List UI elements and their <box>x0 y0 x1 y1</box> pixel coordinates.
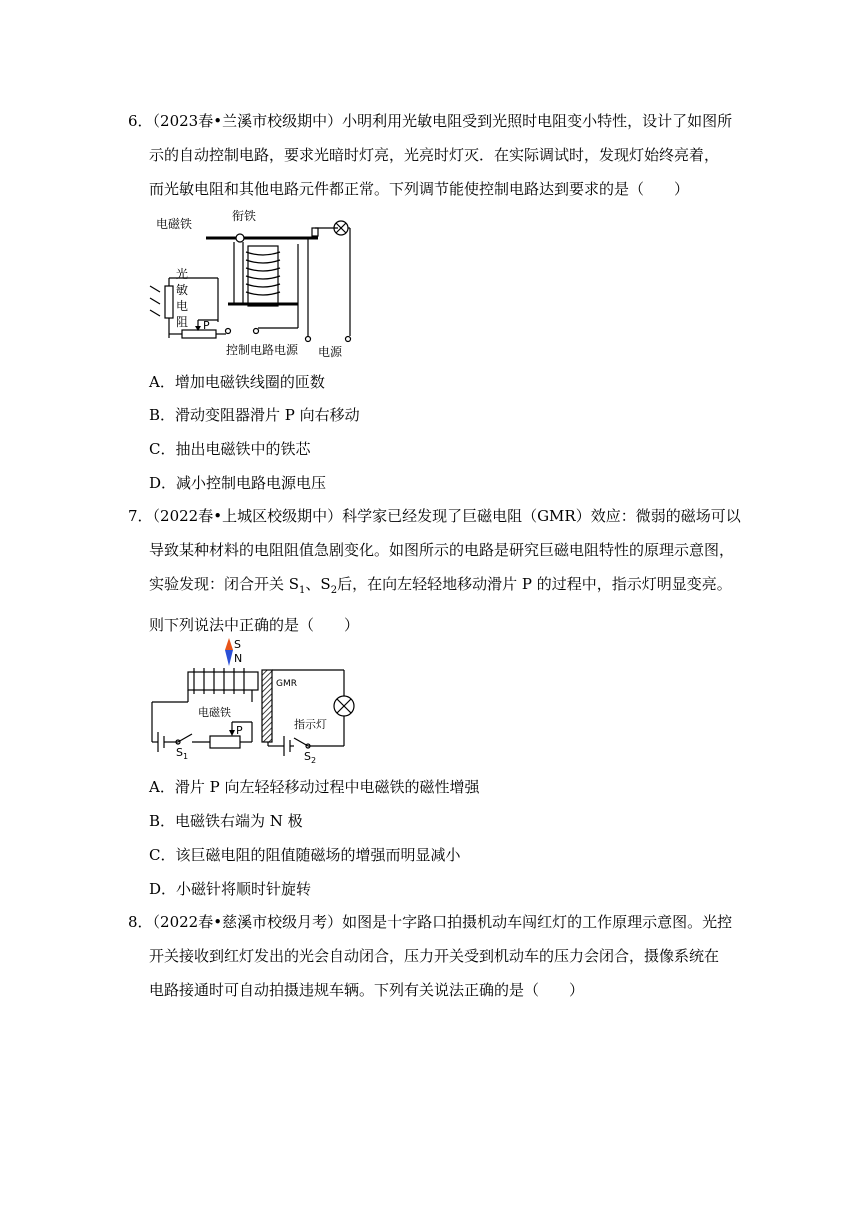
label-s: S <box>234 638 241 651</box>
q6-option-a: A．增加电磁铁线圈的匝数 <box>149 373 325 391</box>
q6-option-d: D．减小控制电路电源电压 <box>149 474 327 492</box>
label-n: N <box>234 652 243 665</box>
q7-option-d: D．小磁针将顺时针旋转 <box>149 880 312 898</box>
question-8 <box>128 905 733 1007</box>
question-7-line-3: 实验发现：闭合开关 $S_1$、$S_2$后，在向左轻轻地移动滑片 P 的过程中，指示灯明显变亮。 <box>149 575 732 596</box>
label-ldr-3: 电 <box>176 299 189 313</box>
label-slider-p: P <box>236 724 243 737</box>
label-control-source: 控制电路电源 <box>226 343 299 357</box>
label-gmr: GMR <box>276 679 297 689</box>
question-7-figure <box>148 636 373 768</box>
label-s2: $S_2$ <box>304 750 317 765</box>
q6-option-c: C．抽出电磁铁中的铁芯 <box>149 440 311 458</box>
label-armature: 衔铁 <box>232 209 257 223</box>
q7-option-a: A．滑片 P 向左轻轻移动过程中电磁铁的磁性增强 <box>149 778 480 796</box>
question-8-line-2: 开关接收到红灯发出的光会自动闭合，压力开关受到机动车的压力会闭合，摄像系统在 <box>149 947 720 965</box>
question-7 <box>128 499 741 642</box>
label-s1: $S_1$ <box>176 746 189 761</box>
label-indicator-lamp: 指示灯 <box>294 718 327 731</box>
compass-needle-south <box>225 638 233 650</box>
label-electromagnet: 电磁铁 <box>156 217 193 231</box>
label-ldr-2: 敏 <box>176 283 189 297</box>
label-ldr-1: 光 <box>176 267 189 281</box>
question-6-line-3: 而光敏电阻和其他电路元件都正常。下列调节能使控制电路达到要求的是（ ） <box>149 180 690 198</box>
question-6-line-1: 6．（2023春•兰溪市校级期中）小明利用光敏电阻受到光照时电阻变小特性，设计了如图所 <box>128 112 733 130</box>
q7-option-b: B．电磁铁右端为 N 极 <box>149 812 303 830</box>
label-ldr-4: 阻 <box>176 315 189 329</box>
label-slider-p: P <box>203 319 210 332</box>
question-6 <box>128 104 733 206</box>
question-8-line-3: 电路接通时可自动拍摄违规车辆。下列有关说法正确的是（ ） <box>149 981 585 999</box>
question-6-line-2: 示的自动控制电路，要求光暗时灯亮，光亮时灯灭．在实际调试时，发现灯始终亮着， <box>149 146 720 164</box>
q7-option-c: C．该巨磁电阻的阻值随磁场的增强而明显减小 <box>149 846 461 864</box>
q6-option-b: B．滑动变阻器滑片 P 向右移动 <box>149 406 360 424</box>
question-7-line-1: 7．（2022春•上城区校级期中）科学家已经发现了巨磁电阻（GMR）效应：微弱的磁场可以 <box>128 507 741 525</box>
question-7-line-4: 则下列说法中正确的是（ ） <box>149 616 360 634</box>
question-7-line-2: 导致某种材料的电阻阻值急剧变化。如图所示的电路是研究巨磁电阻特性的原理示意图， <box>149 541 735 559</box>
label-electromagnet: 电磁铁 <box>198 706 231 719</box>
question-8-line-1: 8．（2022春•慈溪市校级月考）如图是十字路口拍摄机动车闯红灯的工作原理示意图。光控 <box>128 913 733 931</box>
label-source: 电源 <box>318 345 343 359</box>
compass-needle-north <box>225 650 233 666</box>
question-6-figure <box>148 208 358 360</box>
